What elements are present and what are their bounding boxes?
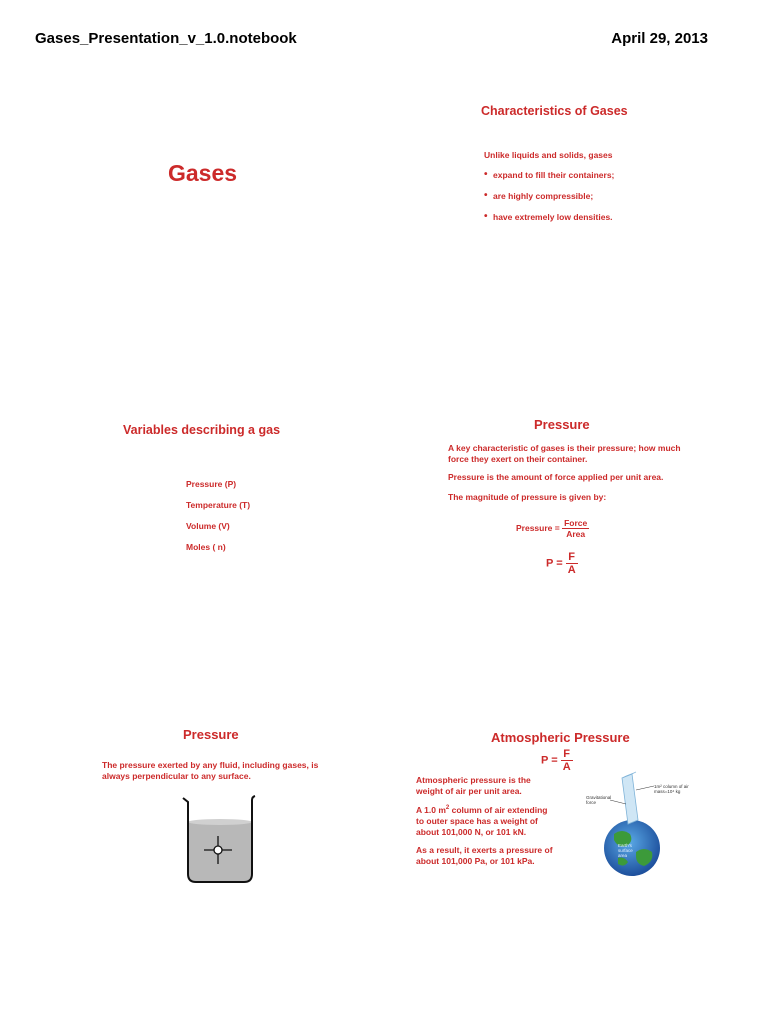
variable-item: Temperature (T) [186,500,251,510]
slide2-bullet: • expand to fill their containers; [484,170,614,191]
column-text-superscript: 2 [445,805,450,811]
equation-numerator: F [566,551,578,564]
slide4-paragraph-2: Pressure is the amount of force applied per unit area. [448,472,664,482]
document-filename: Gases_Presentation_v_1.0.notebook [35,30,297,47]
equation-numerator: F [561,748,573,761]
equation-lhs: Pressure = [516,522,560,533]
slide2-bullet-list [484,170,614,233]
variable-item: Volume (V) [186,521,230,531]
equation-denominator: A [562,761,571,773]
column-text-b: column of air extending to outer space has a weight of about 101,000 N, or 101 kN. [416,804,548,837]
slide3-variable-list [186,479,250,563]
slide2-intro: Unlike liquids and solids, gases [484,150,613,160]
slide4-paragraph-1: A key characteristic of gases is their pressure; how much force they exert on their container. [448,443,681,464]
pressure-equation-symbols [546,551,578,576]
slide2-bullet: • have extremely low densities. [484,212,614,233]
liquid-surface [188,819,252,825]
equation-denominator: A [567,564,576,576]
equation-fraction [562,518,589,539]
beaker-figure [180,792,260,888]
pressure-point [214,846,222,854]
slide5-title: Pressure [183,727,239,742]
column-label-line [636,786,654,790]
force-label: Gravitational force [586,795,612,805]
slide1-title: Gases [168,160,238,186]
equation-lhs: P = [541,754,558,767]
equation-fraction [566,551,578,576]
earth-label: Earth's surface area [618,843,633,858]
slide3-title: Variables describing a gas [123,423,281,437]
column-text-a: A 1.0 m [416,804,446,815]
slide6-paragraph-1: Atmospheric pressure is the weight of air per unit area. [416,775,531,796]
slide6-title: Atmospheric Pressure [491,730,630,745]
force-label-line [610,800,626,804]
slide6-paragraph-3: As a result, it exerts a pressure of about 101,000 Pa, or 101 kPa. [416,845,553,866]
slide6-paragraph-2 [416,803,551,838]
equation-fraction [561,748,573,773]
slide2-title: Characteristics of Gases [481,104,628,118]
variable-item: Pressure (P) [186,479,237,489]
pressure-equation-words [516,518,589,539]
column-label: 1m² column of air mass=10⁴ kg [654,784,689,794]
variable-item: Moles ( n) [186,542,226,552]
atmospheric-equation [541,748,573,773]
equation-denominator: Area [566,529,586,539]
equation-numerator: Force [564,518,588,528]
air-column [622,774,638,824]
slide4-title: Pressure [534,417,590,432]
slide2-bullet: • are highly compressible; [484,191,614,212]
slide4-paragraph-3: The magnitude of pressure is given by: [448,492,607,502]
document-date: April 29, 2013 [611,30,708,47]
equation-lhs: P = [546,557,563,570]
slide5-text: The pressure exerted by any fluid, including gases, is always perpendicular to any surface. [102,760,319,781]
